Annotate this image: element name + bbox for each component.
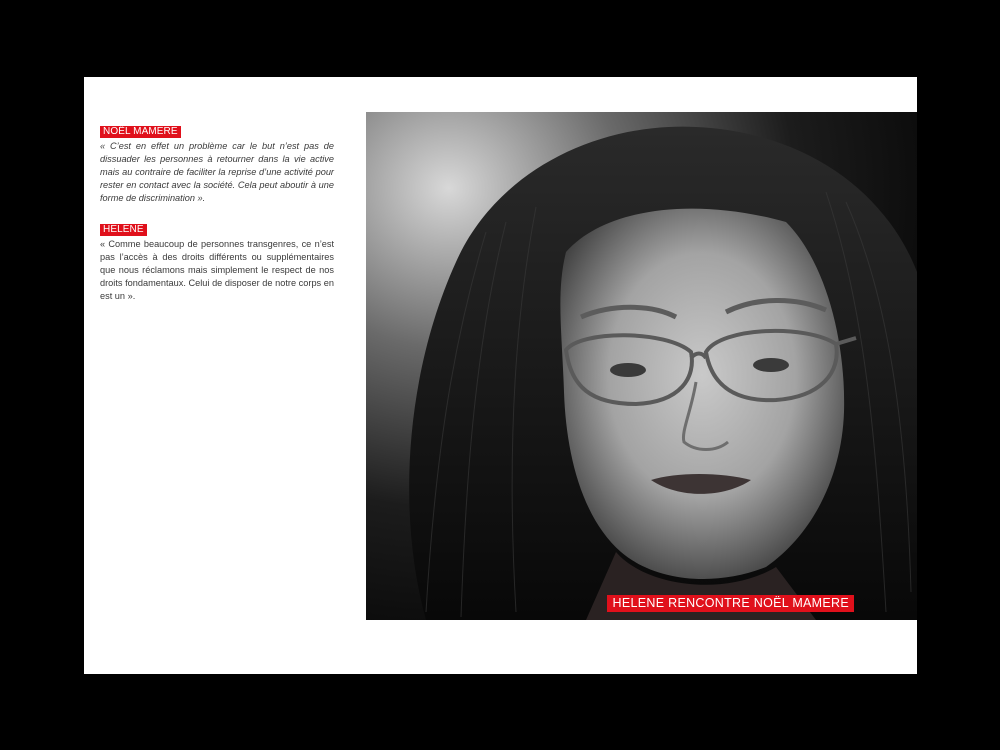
speaker-label: NOËL MAMERE xyxy=(100,126,181,138)
portrait-image xyxy=(366,112,917,620)
quote-text: « C’est en effet un problème car le but n’est pas de dissuader les personnes à retourner dans la vie active mais au contraire de faciliter la reprise d’une activité pour rester en contact avec la société. Cela peut aboutir à une forme de discrimination ». xyxy=(100,141,334,203)
quote-text: « Comme beaucoup de personnes transgenres, ce n’est pas l’accès à des droits différents ou supplémentaires que nous réclamons mais simplement le respect de nos droits fondamentaux. Celui de disposer de notre corps en est un ». xyxy=(100,239,334,301)
speaker-label: HELENE xyxy=(100,224,147,236)
photo-caption: HELENE RENCONTRE NOËL MAMERE xyxy=(607,595,854,612)
page xyxy=(84,77,917,674)
text-column xyxy=(100,121,334,303)
portrait-photo xyxy=(366,112,917,620)
quote-block-helene xyxy=(100,219,334,303)
quote-block-noel xyxy=(100,121,334,205)
